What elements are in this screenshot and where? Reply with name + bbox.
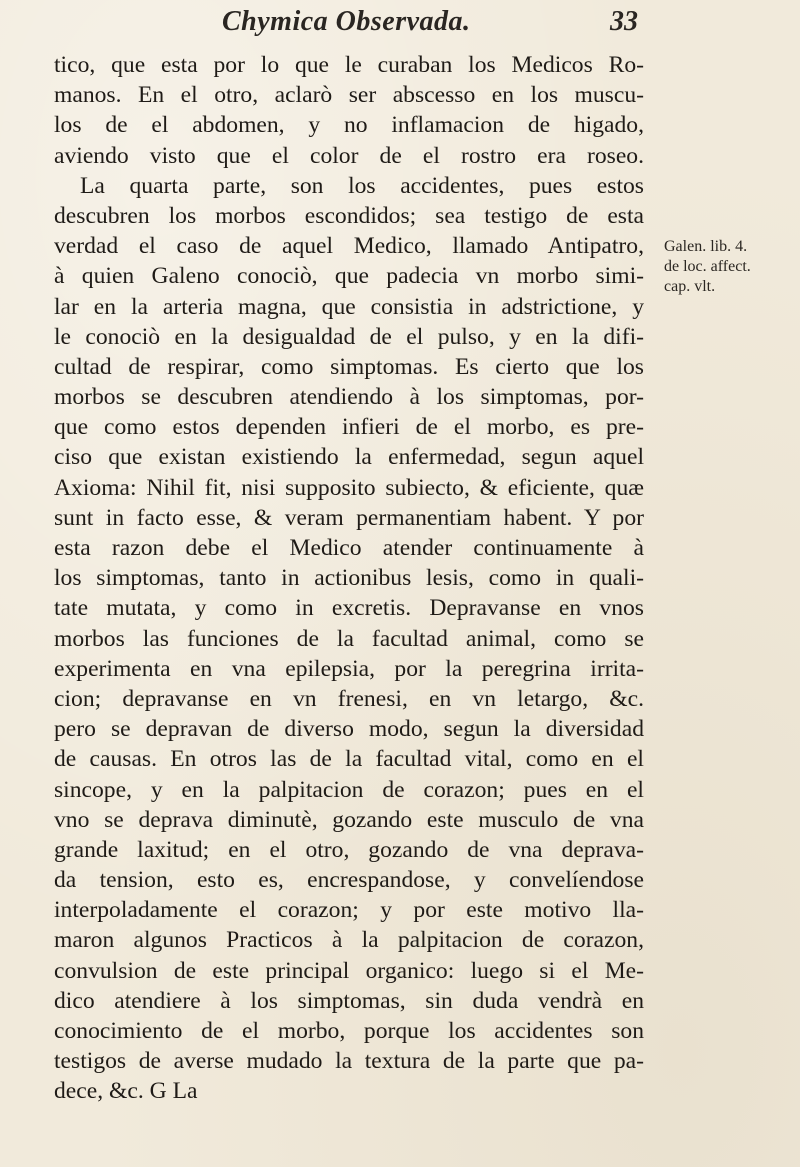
text-line: grande laxitud; en el otro, gozando de vna deprava- (54, 836, 644, 863)
text-line: sincope, y en la palpitacion de corazon; pues en el (54, 776, 644, 803)
margin-note (664, 237, 800, 297)
text-line-catchword: dece, &c. G La (54, 1078, 198, 1105)
text-line: pero se depravan de diverso modo, segun la diversidad (54, 716, 644, 743)
margin-note-line: de loc. affect. (664, 258, 751, 275)
text-line: conocimiento de el morbo, porque los accidentes son (54, 1018, 644, 1044)
text-line: morbos las funciones de la facultad animal, como se (54, 625, 644, 652)
text-line: manos. En el otro, aclarò ser abscesso en los muscu- (54, 82, 644, 109)
page-header (0, 6, 800, 46)
text-line: cultad de respirar, como simptomas. Es cierto que los (54, 353, 644, 380)
text-line: da tension, esto es, encrespandose, y convelíendose (54, 867, 644, 894)
text-line: le conociò en la desigualdad de el pulso, y en la difi- (54, 323, 644, 350)
text-line: esta razon debe el Medico atender continuamente à (54, 535, 644, 561)
text-line: descubren los morbos escondidos; sea testigo de esta (54, 202, 644, 229)
text-line: La quarta parte, son los accidentes, pues estos (80, 172, 644, 199)
text-line: sunt in facto esse, & veram permanentiam habent. Y por (54, 504, 644, 531)
text-line: interpoladamente el corazon; y por este motivo lla- (54, 897, 644, 924)
text-line: dico atendiere à los simptomas, sin duda vendrà en (54, 987, 644, 1014)
text-line: ciso que existan existiendo la enfermedad, segun aquel (54, 444, 644, 471)
text-line: de causas. En otros las de la facultad vital, como en el (54, 746, 644, 773)
text-line: los de el abdomen, y no inflamacion de higado, (54, 112, 644, 139)
text-line: à quien Galeno conociò, que padecia vn morbo simi- (54, 263, 644, 290)
text-line: aviendo visto que el color de el rostro era roseo. (54, 142, 644, 169)
text-line: experimenta en vna epilepsia, por la peregrina irrita- (54, 655, 644, 682)
text-line: testigos de averse mudado la textura de la parte que pa- (54, 1048, 644, 1075)
body-text (54, 50, 644, 1107)
margin-note-line: Galen. lib. 4. (664, 238, 748, 255)
text-line: que como estos dependen infieri de el morbo, es pre- (54, 414, 644, 441)
margin-note-line: cap. vlt. (664, 278, 716, 295)
page-number: 33 (610, 6, 638, 37)
text-line: cion; depravanse en vn frenesi, en vn letargo, &c. (54, 685, 644, 712)
text-line: maron algunos Practicos à la palpitacion de corazon, (54, 927, 644, 954)
text-line: los simptomas, tanto in actionibus lesis, como in quali- (54, 565, 644, 592)
text-line: convulsion de este principal organico: luego si el Me- (54, 957, 644, 984)
text-line: Axioma: Nihil fit, nisi supposito subiecto, & eficiente, quæ (54, 474, 644, 501)
text-line: vno se deprava diminutè, gozando este musculo de vna (54, 806, 644, 833)
text-line: morbos se descubren atendiendo à los simptomas, por- (54, 384, 644, 411)
text-line: lar en la arteria magna, que consistia in adstrictione, y (54, 293, 644, 320)
text-line: tate mutata, y como in excretis. Depravanse en vnos (54, 595, 644, 622)
text-line: verdad el caso de aquel Medico, llamado Antipatro, (54, 233, 644, 260)
running-head: Chymica Observada. (222, 6, 471, 37)
text-line: tico, que esta por lo que le curaban los Medicos Ro- (54, 52, 644, 78)
